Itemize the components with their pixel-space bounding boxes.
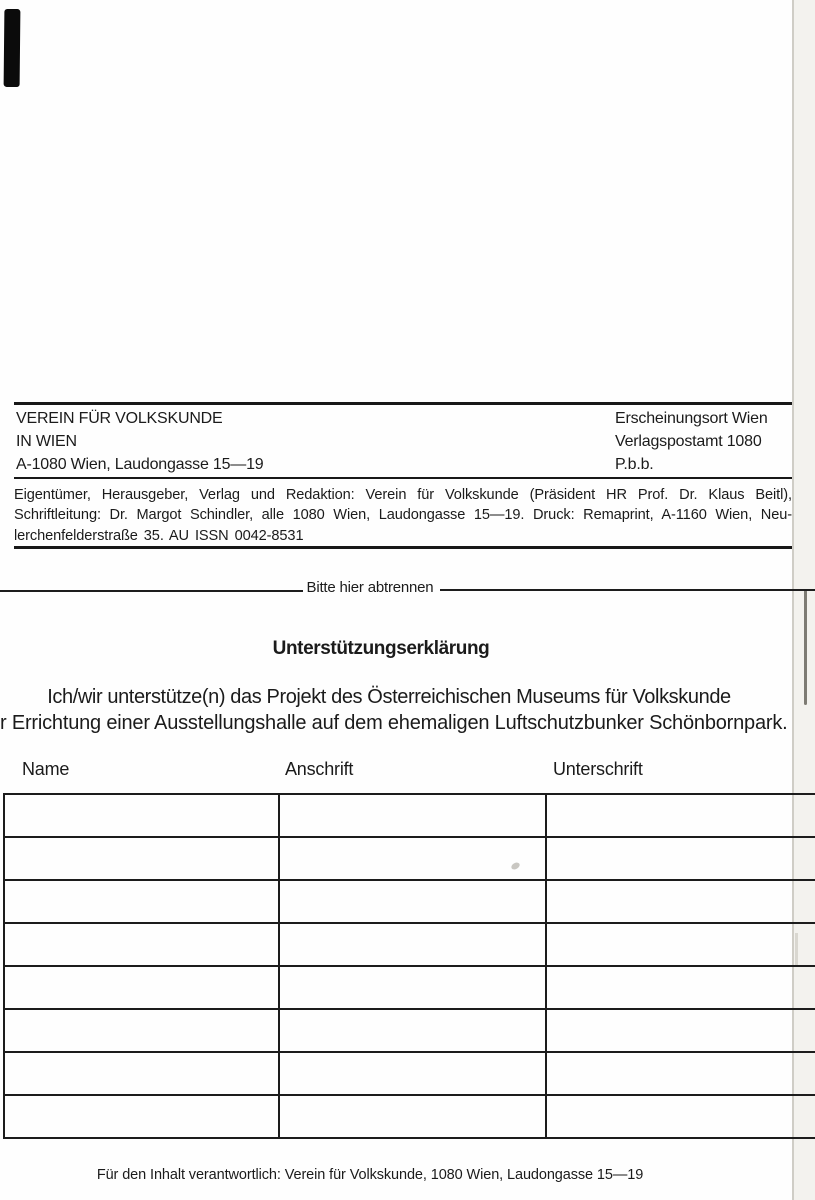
imprint-line: Schriftleitung: Dr. Margot Schindler, alle 1080 Wien, Laudongasse 15—19. Druck: Remaprint, A-1160 Wien, Neu-	[14, 507, 792, 524]
table-column-header-anschrift: Anschrift	[285, 759, 354, 779]
form-title: Unterstützungserklärung	[272, 638, 490, 659]
table-top-border	[3, 793, 815, 795]
publisher-address-block	[16, 407, 264, 476]
detach-here-label: Bitte hier abtrennen	[306, 579, 434, 596]
page-edge-shadow	[804, 590, 807, 705]
imprint-line: lerchenfelderstraße 35. AU ISSN 0042-8531	[14, 527, 304, 544]
imprint-block	[14, 485, 792, 546]
postal-line: Verlagspostamt 1080	[615, 433, 762, 450]
table-row-divider	[3, 836, 815, 838]
publisher-line: A-1080 Wien, Laudongasse 15—19	[16, 456, 264, 473]
postal-info-block	[615, 407, 768, 476]
table-column-header-name: Name	[22, 759, 70, 779]
masthead-top-rule	[14, 402, 792, 405]
postal-line: P.b.b.	[615, 456, 654, 473]
table-bottom-border	[3, 1137, 815, 1139]
postal-line: Erscheinungsort Wien	[615, 410, 768, 427]
table-row-divider	[3, 1008, 815, 1010]
table-row-divider	[3, 1094, 815, 1096]
table-column-header-unterschrift: Unterschrift	[553, 759, 643, 779]
detach-rule-left	[0, 590, 303, 592]
table-row-divider	[3, 1051, 815, 1053]
table-row-divider	[3, 922, 815, 924]
masthead-middle-rule	[14, 477, 792, 479]
imprint-line: Eigentümer, Herausgeber, Verlag und Redaktion: Verein für Volkskunde (Präsident HR Prof. Dr. Klaus Beitl),	[14, 487, 792, 503]
publisher-line: IN WIEN	[16, 433, 77, 450]
table-row-divider	[3, 965, 815, 967]
detach-rule-right	[440, 589, 815, 591]
masthead-bottom-rule	[14, 546, 792, 549]
responsibility-footer: Für den Inhalt verantwortlich: Verein für Volkskunde, 1080 Wien, Laudongasse 15—19	[96, 1167, 644, 1183]
declaration-text-line2: r Errichtung einer Ausstellungshalle auf dem ehemaligen Luftschutzbunker Schönbornpark.	[0, 712, 788, 734]
signature-table-grid	[3, 793, 815, 1139]
declaration-text-line1: Ich/wir unterstütze(n) das Projekt des Österreichischen Museums für Volkskunde	[47, 686, 731, 708]
scan-ink-mark	[4, 9, 21, 87]
table-row-divider	[3, 879, 815, 881]
publisher-line: VEREIN FÜR VOLKSKUNDE	[16, 410, 223, 427]
